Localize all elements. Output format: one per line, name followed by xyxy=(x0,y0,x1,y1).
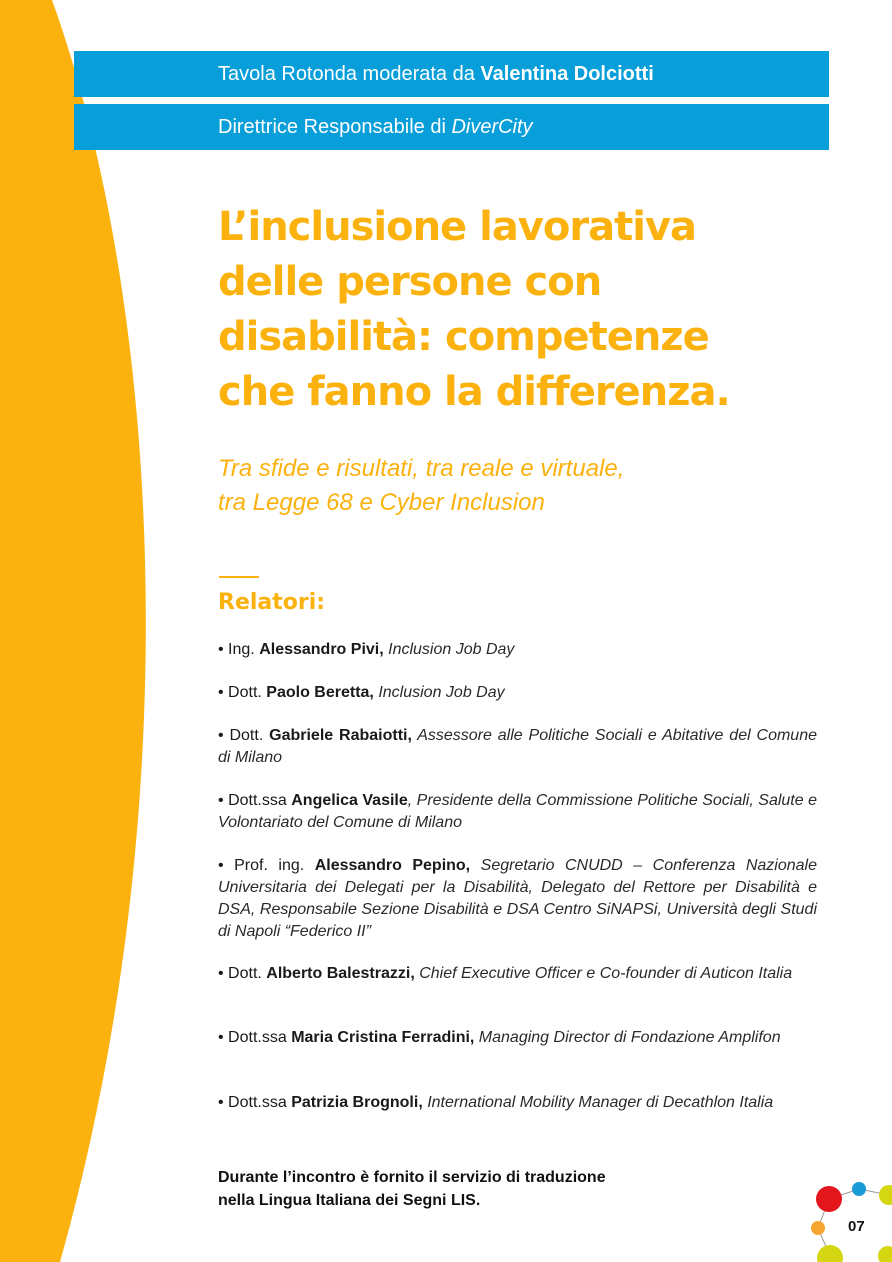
moderator-role: Direttrice Responsabile di xyxy=(218,116,452,138)
speaker-name: Alessandro Pepino, xyxy=(314,857,471,874)
moderator-label: Tavola Rotonda moderata da xyxy=(218,63,481,85)
title-line: delle persone con xyxy=(218,259,602,305)
section-divider xyxy=(219,576,259,578)
speaker-item: • Dott.ssa Maria Cristina Ferradini, Managing Director di Fondazione Amplifon xyxy=(218,1029,781,1046)
speaker-item: • Dott.ssa Angelica Vasile, Presidente della Commissione Politiche Sociali, Salute e Volontariato del Comune di Milano xyxy=(218,792,818,831)
speakers-heading: Relatori: xyxy=(218,590,326,615)
title-line: disabilità: competenze xyxy=(218,314,709,360)
speaker-role: Managing Director di Fondazione Amplifon xyxy=(474,1029,781,1046)
molecule-dots-decoration xyxy=(800,1175,892,1262)
speaker-item: • Prof. ing. Alessandro Pepino, Segretario CNUDD – Conferenza Nazionale Universitaria dei Delegati per la Disabilità, Delegato del Rettore per Disabilità e DSA, Responsabile Sezione Disabilità e DSA Centro SiNAPSi, Università degli Studi di Napoli “Federico II” xyxy=(218,857,818,940)
speaker-item: • Dott. Gabriele Rabaiotti, Assessore alle Politiche Sociali e Abitative del Comune di Milano xyxy=(218,727,818,766)
subtitle-line: Tra sfide e risultati, tra reale e virtuale, xyxy=(218,455,625,482)
speaker-item: • Dott.ssa Patrizia Brognoli, International Mobility Manager di Decathlon Italia xyxy=(218,1094,774,1111)
speaker-role: Assessore alle Politiche Sociali e Abitative del Comune di Milano xyxy=(218,727,818,766)
speaker-role: International Mobility Manager di Decathlon Italia xyxy=(422,1094,774,1111)
subtitle-line: tra Legge 68 e Cyber Inclusion xyxy=(218,489,545,516)
speaker-item: • Dott. Alberto Balestrazzi, Chief Executive Officer e Co-founder di Auticon Italia xyxy=(218,965,793,982)
moderator-role-banner xyxy=(74,104,829,150)
speaker-role: Inclusion Job Day xyxy=(383,641,515,658)
moderator-name: Valentina Dolciotti xyxy=(480,63,654,85)
speaker-name: Alessandro Pivi, xyxy=(259,641,384,658)
speaker-name: Patrizia Brognoli, xyxy=(291,1094,423,1111)
speaker-item: • Ing. Alessandro Pivi, Inclusion Job Day xyxy=(218,641,515,658)
organization-name: DiverCity xyxy=(451,116,533,138)
speaker-role: Chief Executive Officer e Co-founder di Auticon Italia xyxy=(414,965,793,982)
speaker-item: • Dott. Paolo Beretta, Inclusion Job Day xyxy=(218,684,505,701)
page-number: 07 xyxy=(848,1218,865,1235)
page-subtitle xyxy=(218,452,818,520)
speaker-name: Gabriele Rabaiotti, xyxy=(269,727,412,744)
speaker-name: Alberto Balestrazzi, xyxy=(266,965,415,982)
speaker-role: Inclusion Job Day xyxy=(373,684,505,701)
speaker-name: Paolo Beretta, xyxy=(266,684,374,701)
moderator-banner xyxy=(74,51,829,97)
sign-language-note xyxy=(218,1166,606,1212)
page-title xyxy=(218,200,818,420)
speaker-name: Maria Cristina Ferradini, xyxy=(291,1029,475,1046)
speaker-name: Angelica Vasile xyxy=(291,792,408,809)
note-line: Durante l’incontro è fornito il servizio di traduzione xyxy=(218,1169,606,1186)
note-line: nella Lingua Italiana dei Segni LIS. xyxy=(218,1192,481,1209)
title-line: che fanno la differenza. xyxy=(218,369,730,415)
speaker-role: , Presidente della Commissione Politiche Sociali, Salute e Volontariato del Comune di Milano xyxy=(218,792,818,831)
title-line: L’inclusione lavorativa xyxy=(218,204,696,250)
speaker-role: Segretario CNUDD – Conferenza Nazionale Universitaria dei Delegati per la Disabilità, Delegato del Rettore per Disabilità e DSA, Responsabile Sezione Disabilità e DSA Centro SiNAPSi, Università degli Studi di Napoli “Federico II” xyxy=(218,857,818,940)
